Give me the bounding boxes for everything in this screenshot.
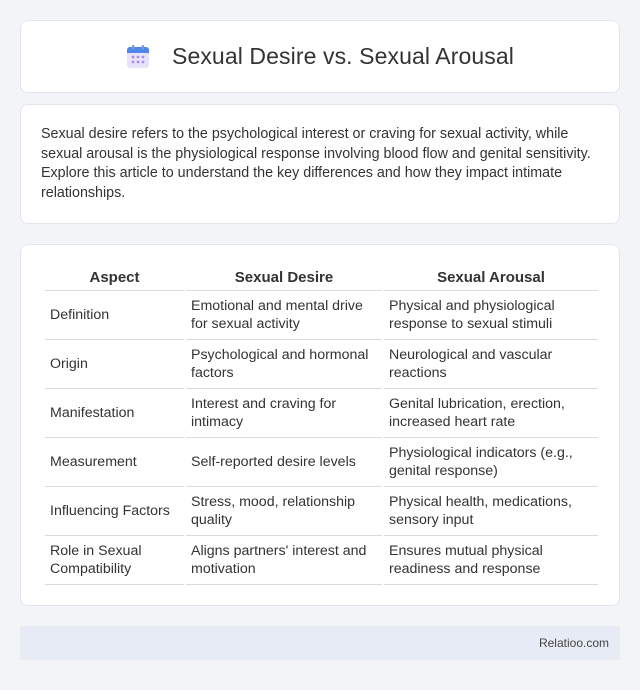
table-cell-aspect: Measurement [45, 438, 184, 487]
table-row [45, 487, 598, 536]
header-aspect: Aspect [45, 263, 184, 291]
comparison-table [43, 263, 600, 585]
table-cell-aspect: Influencing Factors [45, 487, 184, 536]
table-cell-desire: Self-reported desire levels [186, 438, 382, 487]
table-cell-aspect: Manifestation [45, 389, 184, 438]
footer-brand: Relatioo.com [538, 636, 609, 650]
table-cell-arousal: Physiological indicators (e.g., genital response) [384, 438, 598, 487]
table-row [45, 291, 598, 340]
table-cell-arousal: Physical and physiological response to sexual stimuli [384, 291, 598, 340]
table-row [45, 389, 598, 438]
table-header-row [45, 263, 598, 291]
table-cell-arousal: Physical health, medications, sensory input [384, 487, 598, 536]
table-cell-aspect: Origin [45, 340, 184, 389]
table-cell-desire: Interest and craving for intimacy [186, 389, 382, 438]
table-cell-arousal: Genital lubrication, erection, increased heart rate [384, 389, 598, 438]
table-cell-aspect: Definition [45, 291, 184, 340]
table-row [45, 536, 598, 585]
table-cell-arousal: Ensures mutual physical readiness and response [384, 536, 598, 585]
header-sexual-arousal: Sexual Arousal [384, 263, 598, 291]
comparison-table-card [20, 244, 620, 606]
table-cell-desire: Aligns partners' interest and motivation [186, 536, 382, 585]
table-row [45, 438, 598, 487]
table-cell-aspect: Role in Sexual Compatibility [45, 536, 184, 585]
table-cell-desire: Psychological and hormonal factors [186, 340, 382, 389]
table-row [45, 340, 598, 389]
page-title: Sexual Desire vs. Sexual Arousal [172, 43, 514, 69]
intro-text: Sexual desire refers to the psychological interest or craving for sexual activity, while sexual arousal is the physiological response involving blood flow and genital sensitivity. Explore this article to understand the key differences and how they impact intimate relationships. [41, 126, 591, 201]
title-card [20, 20, 620, 93]
header-sexual-desire: Sexual Desire [186, 263, 382, 291]
intro-card [20, 104, 620, 224]
table-cell-arousal: Neurological and vascular reactions [384, 340, 598, 389]
table-cell-desire: Emotional and mental drive for sexual activity [186, 291, 382, 340]
table-cell-desire: Stress, mood, relationship quality [186, 487, 382, 536]
footer [20, 626, 620, 660]
calendar-icon [126, 45, 150, 69]
